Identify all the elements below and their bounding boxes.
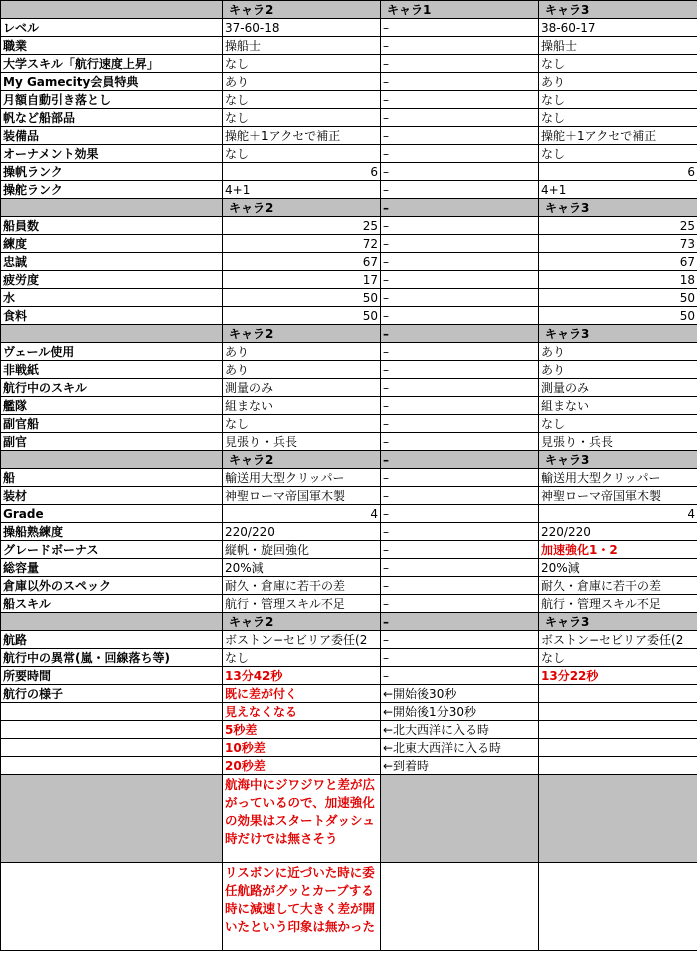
cell-chara1: – [381, 73, 539, 91]
cell-chara2: あり [223, 73, 381, 91]
table-row [1, 271, 697, 289]
cell-chara3: 見張り・兵長 [539, 433, 697, 451]
cell-chara1: – [381, 145, 539, 163]
table-row [1, 343, 697, 361]
cell-chara3: あり [539, 73, 697, 91]
cell-chara1: – [381, 217, 539, 235]
table-body [1, 1, 697, 951]
table-row [1, 667, 697, 685]
header-row [1, 1, 697, 19]
cell-chara3: 神聖ローマ帝国軍木製 [539, 487, 697, 505]
cell-chara3: 18 [539, 271, 697, 289]
table-row [1, 91, 697, 109]
cell-chara1: – [381, 415, 539, 433]
cell-chara2: 72 [223, 235, 381, 253]
cell-chara1: – [381, 397, 539, 415]
table-row [1, 397, 697, 415]
table-row [1, 379, 697, 397]
table-row [1, 559, 697, 577]
cell-chara3: あり [539, 361, 697, 379]
table-row [1, 577, 697, 595]
cell-chara2: 輸送用大型クリッパー [223, 469, 381, 487]
table-row [1, 721, 697, 739]
row-label: 大学スキル「航行速度上昇」 [1, 55, 223, 73]
row-label: オーナメント効果 [1, 145, 223, 163]
cell-chara2: 4+1 [223, 181, 381, 199]
cell-chara3: 220/220 [539, 523, 697, 541]
cell-chara2: なし [223, 145, 381, 163]
row-label [1, 703, 223, 721]
cell-chara1: – [381, 271, 539, 289]
row-label: 操帆ランク [1, 163, 223, 181]
cell-chara3: 輸送用大型クリッパー [539, 469, 697, 487]
cell-chara2: なし [223, 109, 381, 127]
cell-chara2: 組まない [223, 397, 381, 415]
cell-chara3 [539, 739, 697, 757]
table-row [1, 757, 697, 775]
cell-chara2: なし [223, 91, 381, 109]
table-row [1, 595, 697, 613]
row-label [1, 721, 223, 739]
cell-chara3: 50 [539, 307, 697, 325]
row-label: ヴェール使用 [1, 343, 223, 361]
cell-chara1: – [381, 289, 539, 307]
cell-chara2: 50 [223, 289, 381, 307]
cell-chara2: 縦帆・旋回強化 [223, 541, 381, 559]
cell-chara3 [539, 863, 697, 951]
cell-chara2: 耐久・倉庫に若干の差 [223, 577, 381, 595]
row-label: 所要時間 [1, 667, 223, 685]
note-row [1, 863, 697, 951]
row-label: グレードボーナス [1, 541, 223, 559]
row-label: 操船熟練度 [1, 523, 223, 541]
cell-chara2: 航行・管理スキル不足 [223, 595, 381, 613]
table-row [1, 307, 697, 325]
table-row [1, 19, 697, 37]
cell-chara2: 見えなくなる [223, 703, 381, 721]
row-label: 帆など船部品 [1, 109, 223, 127]
table-row [1, 163, 697, 181]
table-row [1, 55, 697, 73]
cell-chara2: キャラ2 [223, 325, 381, 343]
table-row [1, 703, 697, 721]
cell-chara3: 測量のみ [539, 379, 697, 397]
row-label: 疲労度 [1, 271, 223, 289]
row-label: 船 [1, 469, 223, 487]
cell-chara1: ←開始後1分30秒 [381, 703, 539, 721]
cell-chara3 [539, 721, 697, 739]
cell-chara1: – [381, 541, 539, 559]
cell-chara2: ボストン−セビリア委任(2 [223, 631, 381, 649]
cell-chara1: ←北大西洋に入る時 [381, 721, 539, 739]
cell-chara1: – [381, 559, 539, 577]
cell-chara1: – [381, 451, 539, 469]
cell-chara2: 17 [223, 271, 381, 289]
cell-chara3: なし [539, 109, 697, 127]
cell-chara3: なし [539, 91, 697, 109]
cell-chara2: 操船士 [223, 37, 381, 55]
cell-chara1: – [381, 325, 539, 343]
note-row [1, 775, 697, 863]
row-label [1, 613, 223, 631]
row-label: 副官 [1, 433, 223, 451]
cell-chara1: – [381, 649, 539, 667]
table-row [1, 541, 697, 559]
cell-chara3: キャラ3 [539, 613, 697, 631]
cell-chara1: ←到着時 [381, 757, 539, 775]
table-row [1, 289, 697, 307]
cell-chara1: – [381, 181, 539, 199]
row-label: 艦隊 [1, 397, 223, 415]
cell-chara1: – [381, 91, 539, 109]
cell-chara1: – [381, 37, 539, 55]
row-label: 装備品 [1, 127, 223, 145]
table-row [1, 235, 697, 253]
table-row [1, 253, 697, 271]
cell-chara1: – [381, 55, 539, 73]
row-label: 航行中のスキル [1, 379, 223, 397]
row-label: 職業 [1, 37, 223, 55]
cell-chara2: 220/220 [223, 523, 381, 541]
cell-chara2: 神聖ローマ帝国軍木製 [223, 487, 381, 505]
table-row [1, 487, 697, 505]
cell-chara3: 4 [539, 505, 697, 523]
note-cell: リスボンに近づいた時に委任航路がグッとカーブする時に減速して大きく差が開いたという印象は無かった [223, 863, 381, 951]
cell-chara3 [539, 757, 697, 775]
table-row [1, 685, 697, 703]
cell-chara1: – [381, 109, 539, 127]
row-label: 月額自動引き落とし [1, 91, 223, 109]
cell-chara2: 見張り・兵長 [223, 433, 381, 451]
row-label: 倉庫以外のスペック [1, 577, 223, 595]
cell-chara1: – [381, 379, 539, 397]
row-label: 副官船 [1, 415, 223, 433]
row-label: 航行の様子 [1, 685, 223, 703]
row-label [1, 739, 223, 757]
row-label: 水 [1, 289, 223, 307]
cell-chara2: あり [223, 343, 381, 361]
cell-chara2: 操舵＋1アクセで補正 [223, 127, 381, 145]
note-cell: 航海中にジワジワと差が広がっているので、加速強化の効果はスタートダッシュ時だけでは無さそう [223, 775, 381, 863]
cell-chara1: – [381, 523, 539, 541]
cell-chara3: キャラ3 [539, 451, 697, 469]
cell-chara1: – [381, 433, 539, 451]
cell-chara2: 13分42秒 [223, 667, 381, 685]
table-row [1, 217, 697, 235]
row-label: My Gamecity会員特典 [1, 73, 223, 91]
row-label: Grade [1, 505, 223, 523]
cell-chara1: – [381, 595, 539, 613]
cell-chara2: キャラ2 [223, 613, 381, 631]
table-row [1, 361, 697, 379]
cell-chara2: なし [223, 415, 381, 433]
cell-chara2: キャラ2 [223, 451, 381, 469]
cell-chara1 [381, 775, 539, 863]
cell-chara1: – [381, 667, 539, 685]
row-label: 練度 [1, 235, 223, 253]
row-label [1, 451, 223, 469]
cell-chara1: – [381, 631, 539, 649]
cell-chara1 [381, 863, 539, 951]
cell-chara1: – [381, 613, 539, 631]
cell-chara3: 38-60-17 [539, 19, 697, 37]
cell-chara2: 既に差が付く [223, 685, 381, 703]
table-row [1, 37, 697, 55]
cell-chara3 [539, 703, 697, 721]
cell-chara2: なし [223, 55, 381, 73]
cell-chara3: なし [539, 55, 697, 73]
cell-chara3: 50 [539, 289, 697, 307]
table-row [1, 433, 697, 451]
cell-chara2: キャラ2 [223, 199, 381, 217]
cell-chara3 [539, 685, 697, 703]
cell-chara3: キャラ3 [539, 199, 697, 217]
row-label: 操舵ランク [1, 181, 223, 199]
row-label: レベル [1, 19, 223, 37]
cell-chara1: – [381, 469, 539, 487]
cell-chara1: – [381, 127, 539, 145]
cell-chara2: 10秒差 [223, 739, 381, 757]
cell-chara1: – [381, 487, 539, 505]
cell-chara1: – [381, 307, 539, 325]
cell-chara1: – [381, 577, 539, 595]
row-label: 装材 [1, 487, 223, 505]
row-label: 非戦紙 [1, 361, 223, 379]
cell-chara1: – [381, 361, 539, 379]
row-label [1, 757, 223, 775]
header-chara1: キャラ1 [381, 1, 539, 19]
table-row [1, 739, 697, 757]
row-label [1, 863, 223, 951]
cell-chara3: 67 [539, 253, 697, 271]
row-label [1, 325, 223, 343]
cell-chara3: 13分22秒 [539, 667, 697, 685]
cell-chara2: 6 [223, 163, 381, 181]
section-header-row [1, 325, 697, 343]
header-corner [1, 1, 223, 19]
cell-chara3 [539, 775, 697, 863]
cell-chara3: 操船士 [539, 37, 697, 55]
section-header-row [1, 199, 697, 217]
cell-chara2: 5秒差 [223, 721, 381, 739]
cell-chara1: – [381, 163, 539, 181]
table-row [1, 631, 697, 649]
cell-chara2: 67 [223, 253, 381, 271]
cell-chara2: なし [223, 649, 381, 667]
table-row [1, 649, 697, 667]
cell-chara3: 25 [539, 217, 697, 235]
cell-chara3: 加速強化1・2 [539, 541, 697, 559]
cell-chara3: なし [539, 415, 697, 433]
cell-chara3: 組まない [539, 397, 697, 415]
table-row [1, 109, 697, 127]
section-header-row [1, 613, 697, 631]
table-row [1, 505, 697, 523]
table-row [1, 415, 697, 433]
row-label: 船スキル [1, 595, 223, 613]
row-label [1, 199, 223, 217]
table-row [1, 145, 697, 163]
row-label: 航路 [1, 631, 223, 649]
section-header-row [1, 451, 697, 469]
row-label: 食料 [1, 307, 223, 325]
header-chara2: キャラ2 [223, 1, 381, 19]
cell-chara1: – [381, 19, 539, 37]
cell-chara3: 航行・管理スキル不足 [539, 595, 697, 613]
cell-chara1: – [381, 253, 539, 271]
cell-chara3: 73 [539, 235, 697, 253]
cell-chara3: ボストン−セビリア委任(2 [539, 631, 697, 649]
cell-chara3: 4+1 [539, 181, 697, 199]
cell-chara2: 37-60-18 [223, 19, 381, 37]
cell-chara3: 耐久・倉庫に若干の差 [539, 577, 697, 595]
cell-chara2: 20秒差 [223, 757, 381, 775]
table-row [1, 127, 697, 145]
cell-chara1: ←開始後30秒 [381, 685, 539, 703]
row-label: 総容量 [1, 559, 223, 577]
cell-chara3: 操舵＋1アクセで補正 [539, 127, 697, 145]
cell-chara2: 20%減 [223, 559, 381, 577]
row-label [1, 775, 223, 863]
table-row [1, 523, 697, 541]
cell-chara2: 4 [223, 505, 381, 523]
row-label: 忠誠 [1, 253, 223, 271]
cell-chara1: – [381, 199, 539, 217]
cell-chara3: なし [539, 649, 697, 667]
cell-chara3: あり [539, 343, 697, 361]
cell-chara3: なし [539, 145, 697, 163]
cell-chara2: あり [223, 361, 381, 379]
cell-chara2: 25 [223, 217, 381, 235]
cell-chara3: 20%減 [539, 559, 697, 577]
cell-chara3: キャラ3 [539, 325, 697, 343]
row-label: 航行中の異常(嵐・回線落ち等) [1, 649, 223, 667]
header-chara3: キャラ3 [539, 1, 697, 19]
row-label: 船員数 [1, 217, 223, 235]
cell-chara2: 測量のみ [223, 379, 381, 397]
cell-chara3: 6 [539, 163, 697, 181]
table-row [1, 181, 697, 199]
table-row [1, 469, 697, 487]
cell-chara1: – [381, 343, 539, 361]
cell-chara2: 50 [223, 307, 381, 325]
cell-chara1: ←北東大西洋に入る時 [381, 739, 539, 757]
cell-chara1: – [381, 505, 539, 523]
table-row [1, 73, 697, 91]
cell-chara1: – [381, 235, 539, 253]
